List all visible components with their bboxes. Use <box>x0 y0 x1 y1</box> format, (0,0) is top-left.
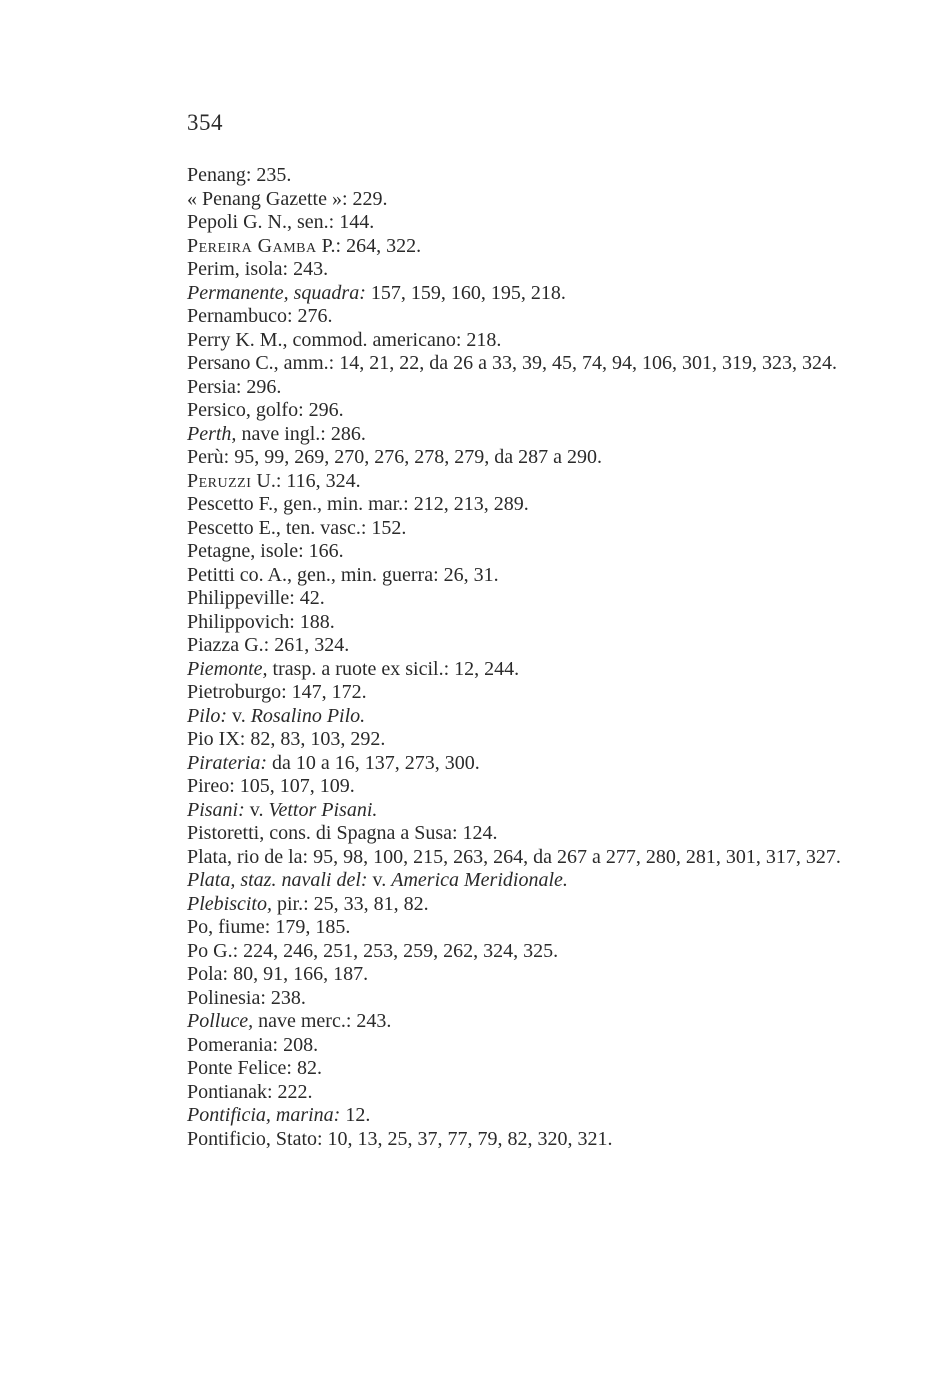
index-entry-text: Piemonte, <box>187 657 268 680</box>
index-entry <box>187 376 877 400</box>
index-entry-text: Penang: 235. <box>187 164 292 186</box>
index-entry-text: Pio IX: 82, 83, 103, 292. <box>187 728 386 750</box>
index-entry-text: Perth, <box>187 422 237 445</box>
index-entry-text: Pola: 80, 91, 166, 187. <box>187 963 369 985</box>
index-entry <box>187 1081 877 1105</box>
index-entry-text: Perù: 95, 99, 269, 270, 276, 278, 279, da 287 a 290. <box>187 446 602 468</box>
index-entry <box>187 423 877 447</box>
index-entry <box>187 211 877 235</box>
index-entry <box>187 1057 877 1081</box>
index-entry-text: Piazza G.: 261, 324. <box>187 634 350 656</box>
index-entry-text: Polinesia: 238. <box>187 986 306 1009</box>
index-entry <box>187 916 877 940</box>
index-entry-text: P.: 264, 322. <box>316 234 422 257</box>
index-entry <box>187 728 877 752</box>
index-entry-text: Pernambuco: 276. <box>187 305 333 327</box>
index-entry <box>187 963 877 987</box>
index-entry-text: 12. <box>340 1104 371 1126</box>
index-entry-text: Permanente, squadra: <box>187 281 366 304</box>
index-entry-text: Perim, isola: 243. <box>187 258 329 280</box>
index-entry-text: « Penang Gazette »: 229. <box>187 187 388 210</box>
index-entry <box>187 540 877 564</box>
index-entry-text: nave ingl.: 286. <box>236 422 366 445</box>
index-entry-text: v. <box>244 798 269 821</box>
index-entry-text: Pireo: 105, 107, 109. <box>187 775 355 797</box>
index-entry <box>187 470 877 494</box>
index-entry-text: America Meridionale. <box>391 869 568 891</box>
index-entry-text: Persia: 296. <box>187 375 282 398</box>
index-entry <box>187 282 877 306</box>
index-entry <box>187 752 877 776</box>
index-entry-text: v. <box>227 704 251 727</box>
index-entry-text: Plata, staz. navali del: <box>187 869 368 891</box>
index-entry <box>187 634 877 658</box>
index-entry-text: Ponte Felice: 82. <box>187 1057 322 1079</box>
index-entry <box>187 188 877 212</box>
index-entry-text: Rosalino Pilo. <box>250 704 366 727</box>
index-entry-text: pir.: 25, 33, 81, 82. <box>271 892 429 915</box>
index-entry <box>187 1034 877 1058</box>
index-entry-text: Pietroburgo: 147, 172. <box>187 681 367 703</box>
index-entry <box>187 846 877 870</box>
index-entry-text: Pontianak: 222. <box>187 1080 313 1103</box>
index-entry <box>187 587 877 611</box>
index-entry <box>187 705 877 729</box>
index-entry-text: Peruzzi <box>187 469 252 492</box>
index-entry-text: Plebiscito, <box>187 892 272 915</box>
index-entry-text: nave merc.: 243. <box>253 1010 392 1032</box>
index-entry-text: Pescetto E., ten. vasc.: 152. <box>187 516 407 539</box>
index-entry-text: Polluce, <box>187 1010 254 1032</box>
page-number: 354 <box>187 110 223 135</box>
index-entry-text: Pomerania: 208. <box>187 1033 319 1056</box>
index-entry <box>187 893 877 917</box>
index-entry-text: Pilo: <box>187 704 227 727</box>
index-entry-text: Persico, golfo: 296. <box>187 399 344 421</box>
index-entry <box>187 329 877 353</box>
index-entry <box>187 164 877 188</box>
index-entry <box>187 352 877 376</box>
index-entry <box>187 258 877 282</box>
index-entry-text: Pirateria: <box>187 751 267 774</box>
index-entry-text: Petagne, isole: 166. <box>187 540 344 562</box>
index-entry-text: Po G.: 224, 246, 251, 253, 259, 262, 324, 325. <box>187 939 559 962</box>
index-entry <box>187 869 877 893</box>
index-entry <box>187 1104 877 1128</box>
index-entry <box>187 305 877 329</box>
index-entry-text: Pescetto F., gen., min. mar.: 212, 213, 289. <box>187 493 529 515</box>
index-entry <box>187 822 877 846</box>
index-entry-text: da 10 a 16, 137, 273, 300. <box>267 751 480 774</box>
index-entry-text: Pistoretti, cons. di Spagna a Susa: 124. <box>187 822 498 844</box>
index-entry-text: trasp. a ruote ex sicil.: 12, 244. <box>267 657 520 680</box>
index-entry-text: Petitti co. A., gen., min. guerra: 26, 31. <box>187 563 499 586</box>
index-entry-text: Pereira Gamba <box>187 234 317 257</box>
index-entry-text: Philippovich: 188. <box>187 610 335 633</box>
index-entry <box>187 235 877 259</box>
index-entry-text: Po, fiume: 179, 185. <box>187 916 351 938</box>
index-entry-text: Pepoli G. N., sen.: 144. <box>187 211 375 233</box>
index-list <box>187 164 877 1151</box>
index-entry-text: U.: 116, 324. <box>251 469 361 492</box>
index-entry <box>187 799 877 823</box>
index-entry <box>187 940 877 964</box>
index-entry-text: Persano C., amm.: 14, 21, 22, da 26 a 33, 39, 45, 74, 94, 106, 301, 319, 323, 324. <box>187 352 837 374</box>
index-entry-text: Perry K. M., commod. americano: 218. <box>187 328 502 351</box>
index-entry-text: Pontificia, marina: <box>187 1104 341 1126</box>
index-entry-text: Plata, rio de la: 95, 98, 100, 215, 263, 264, da 267 a 277, 280, 281, 301, 317, 327. <box>187 845 841 868</box>
index-entry <box>187 1010 877 1034</box>
index-entry <box>187 681 877 705</box>
index-entry <box>187 1128 877 1152</box>
index-entry <box>187 399 877 423</box>
index-entry-text: Pontificio, Stato: 10, 13, 25, 37, 77, 79, 82, 320, 321. <box>187 1127 613 1150</box>
index-entry <box>187 775 877 799</box>
index-entry <box>187 446 877 470</box>
index-entry <box>187 517 877 541</box>
index-entry-text: v. <box>367 869 392 891</box>
index-entry-text: Vettor Pisani. <box>268 798 378 821</box>
index-entry-text: Pisani: <box>187 798 245 821</box>
index-entry <box>187 564 877 588</box>
index-entry <box>187 493 877 517</box>
index-entry <box>187 987 877 1011</box>
index-entry-text: Philippeville: 42. <box>187 587 325 609</box>
index-entry <box>187 611 877 635</box>
index-entry-text: 157, 159, 160, 195, 218. <box>365 281 566 304</box>
index-entry <box>187 658 877 682</box>
